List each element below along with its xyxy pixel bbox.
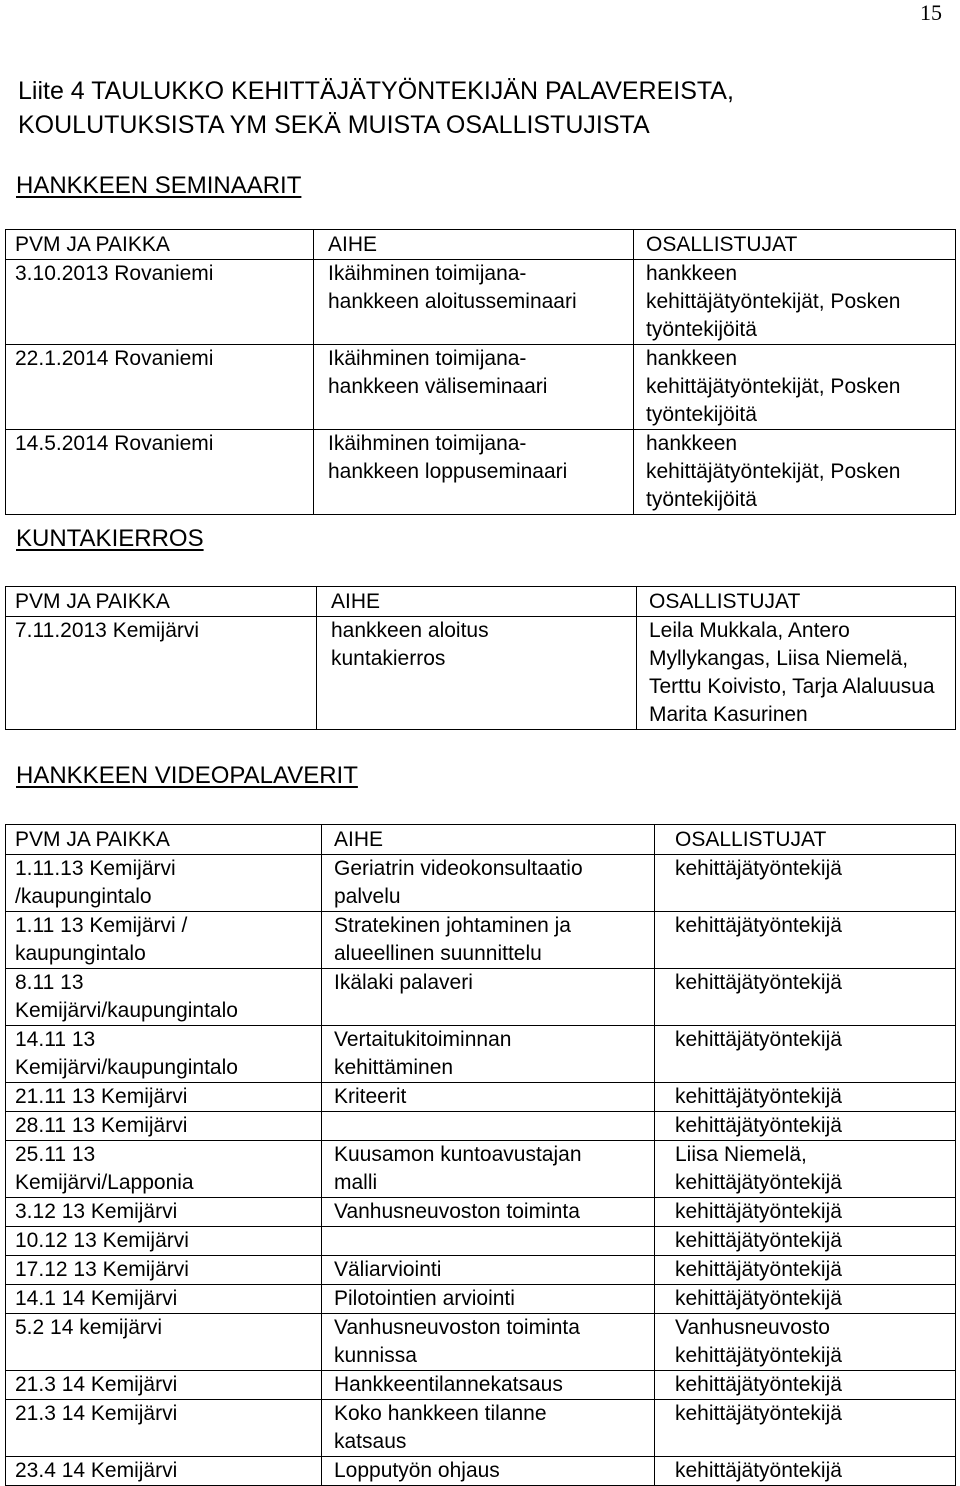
cell-topic: Ikäihminen toimijana- hankkeen loppuseminaari — [314, 430, 634, 515]
cell-participants: kehittäjätyöntekijä — [655, 912, 956, 969]
cell-date: 14.5.2014 Rovaniemi — [6, 430, 314, 515]
cell-participants: kehittäjätyöntekijä — [655, 1112, 956, 1141]
cell-topic — [322, 1112, 655, 1141]
cell-participants: kehittäjätyöntekijä — [655, 1400, 956, 1457]
cell-date: 3.10.2013 Rovaniemi — [6, 260, 314, 345]
table-row — [6, 430, 956, 515]
cell-date: 17.12 13 Kemijärvi — [6, 1256, 322, 1285]
table-row — [6, 1256, 956, 1285]
seminars-heading: HANKKEEN SEMINAARIT — [16, 172, 302, 199]
cell-date: 23.4 14 Kemijärvi — [6, 1457, 322, 1486]
table-row — [6, 345, 956, 430]
cell-topic: Kuusamon kuntoavustajan malli — [322, 1141, 655, 1198]
table-header-row — [6, 230, 956, 260]
page-number: 15 — [920, 0, 942, 25]
title-line-2: KOULUTUKSISTA YM SEKÄ MUISTA OSALLISTUJISTA — [18, 111, 650, 139]
cell-participants: Leila Mukkala, Antero Myllykangas, Liisa Niemelä, Terttu Koivisto, Tarja Alaluusua Marita Kasurinen — [637, 617, 956, 730]
table-row — [6, 912, 956, 969]
cell-date: 25.11 13 Kemijärvi/Lapponia — [6, 1141, 322, 1198]
table-header-row — [6, 825, 956, 855]
table-row — [6, 260, 956, 345]
cell-date: 21.11 13 Kemijärvi — [6, 1083, 322, 1112]
table-row — [6, 1141, 956, 1198]
table-row — [6, 1400, 956, 1457]
cell-topic: Lopputyön ohjaus — [322, 1457, 655, 1486]
cell-participants: kehittäjätyöntekijä — [655, 1227, 956, 1256]
cell-topic: Stratekinen johtaminen ja alueellinen suunnittelu — [322, 912, 655, 969]
header-participants: OSALLISTUJAT — [637, 587, 956, 617]
table-row — [6, 1285, 956, 1314]
cell-participants: kehittäjätyöntekijä — [655, 1026, 956, 1083]
cell-topic: Koko hankkeen tilanne katsaus — [322, 1400, 655, 1457]
table-row — [6, 969, 956, 1026]
title-line-1: Liite 4 TAULUKKO KEHITTÄJÄTYÖNTEKIJÄN PALAVEREISTA, — [18, 77, 734, 105]
table-row — [6, 1314, 956, 1371]
cell-topic: Ikäihminen toimijana- hankkeen väliseminaari — [314, 345, 634, 430]
cell-topic: Väliarviointi — [322, 1256, 655, 1285]
table-row — [6, 1083, 956, 1112]
cell-topic: Ikäihminen toimijana- hankkeen aloitusseminaari — [314, 260, 634, 345]
page-title — [18, 74, 948, 142]
cell-participants: hankkeen kehittäjätyöntekijät, Posken työntekijöitä — [634, 345, 956, 430]
header-date: PVM JA PAIKKA — [6, 587, 317, 617]
table-row — [6, 1026, 956, 1083]
cell-date: 28.11 13 Kemijärvi — [6, 1112, 322, 1141]
cell-participants: Liisa Niemelä, kehittäjätyöntekijä — [655, 1141, 956, 1198]
cell-topic: hankkeen aloitus kuntakierros — [317, 617, 637, 730]
table-row — [6, 1198, 956, 1227]
cell-topic — [322, 1227, 655, 1256]
cell-topic: Hankkeentilannekatsaus — [322, 1371, 655, 1400]
cell-date: 5.2 14 kemijärvi — [6, 1314, 322, 1371]
table-row — [6, 1371, 956, 1400]
table-header-row — [6, 587, 956, 617]
tour-table — [5, 586, 956, 730]
cell-topic: Vertaitukitoiminnan kehittäminen — [322, 1026, 655, 1083]
cell-participants: hankkeen kehittäjätyöntekijät, Posken työntekijöitä — [634, 260, 956, 345]
cell-date: 14.11 13 Kemijärvi/kaupungintalo — [6, 1026, 322, 1083]
cell-date: 10.12 13 Kemijärvi — [6, 1227, 322, 1256]
cell-topic: Geriatrin videokonsultaatio palvelu — [322, 855, 655, 912]
cell-date: 22.1.2014 Rovaniemi — [6, 345, 314, 430]
table-row — [6, 855, 956, 912]
cell-participants: kehittäjätyöntekijä — [655, 1371, 956, 1400]
table-row — [6, 1112, 956, 1141]
cell-date: 1.11.13 Kemijärvi /kaupungintalo — [6, 855, 322, 912]
cell-participants: kehittäjätyöntekijä — [655, 855, 956, 912]
seminars-table — [5, 229, 956, 515]
cell-participants: kehittäjätyöntekijä — [655, 1457, 956, 1486]
cell-participants: kehittäjätyöntekijä — [655, 969, 956, 1026]
cell-date: 14.1 14 Kemijärvi — [6, 1285, 322, 1314]
cell-participants: kehittäjätyöntekijä — [655, 1256, 956, 1285]
table-row — [6, 1227, 956, 1256]
cell-topic: Vanhusneuvoston toiminta — [322, 1198, 655, 1227]
cell-participants: hankkeen kehittäjätyöntekijät, Posken työntekijöitä — [634, 430, 956, 515]
cell-participants: kehittäjätyöntekijä — [655, 1285, 956, 1314]
tour-heading: KUNTAKIERROS — [16, 525, 204, 552]
cell-topic: Ikälaki palaveri — [322, 969, 655, 1026]
header-date: PVM JA PAIKKA — [6, 825, 322, 855]
cell-topic: Pilotointien arviointi — [322, 1285, 655, 1314]
cell-topic: Vanhusneuvoston toiminta kunnissa — [322, 1314, 655, 1371]
header-participants: OSALLISTUJAT — [655, 825, 956, 855]
cell-participants: Vanhusneuvosto kehittäjätyöntekijä — [655, 1314, 956, 1371]
cell-date: 8.11 13 Kemijärvi/kaupungintalo — [6, 969, 322, 1026]
video-heading: HANKKEEN VIDEOPALAVERIT — [16, 762, 358, 789]
header-topic: AIHE — [314, 230, 634, 260]
cell-topic: Kriteerit — [322, 1083, 655, 1112]
table-row — [6, 1457, 956, 1486]
cell-date: 1.11 13 Kemijärvi / kaupungintalo — [6, 912, 322, 969]
header-topic: AIHE — [322, 825, 655, 855]
cell-participants: kehittäjätyöntekijä — [655, 1198, 956, 1227]
header-topic: AIHE — [317, 587, 637, 617]
cell-date: 21.3 14 Kemijärvi — [6, 1400, 322, 1457]
table-row — [6, 617, 956, 730]
header-participants: OSALLISTUJAT — [634, 230, 956, 260]
video-table — [5, 824, 956, 1486]
cell-date: 21.3 14 Kemijärvi — [6, 1371, 322, 1400]
header-date: PVM JA PAIKKA — [6, 230, 314, 260]
cell-date: 7.11.2013 Kemijärvi — [6, 617, 317, 730]
cell-date: 3.12 13 Kemijärvi — [6, 1198, 322, 1227]
cell-participants: kehittäjätyöntekijä — [655, 1083, 956, 1112]
